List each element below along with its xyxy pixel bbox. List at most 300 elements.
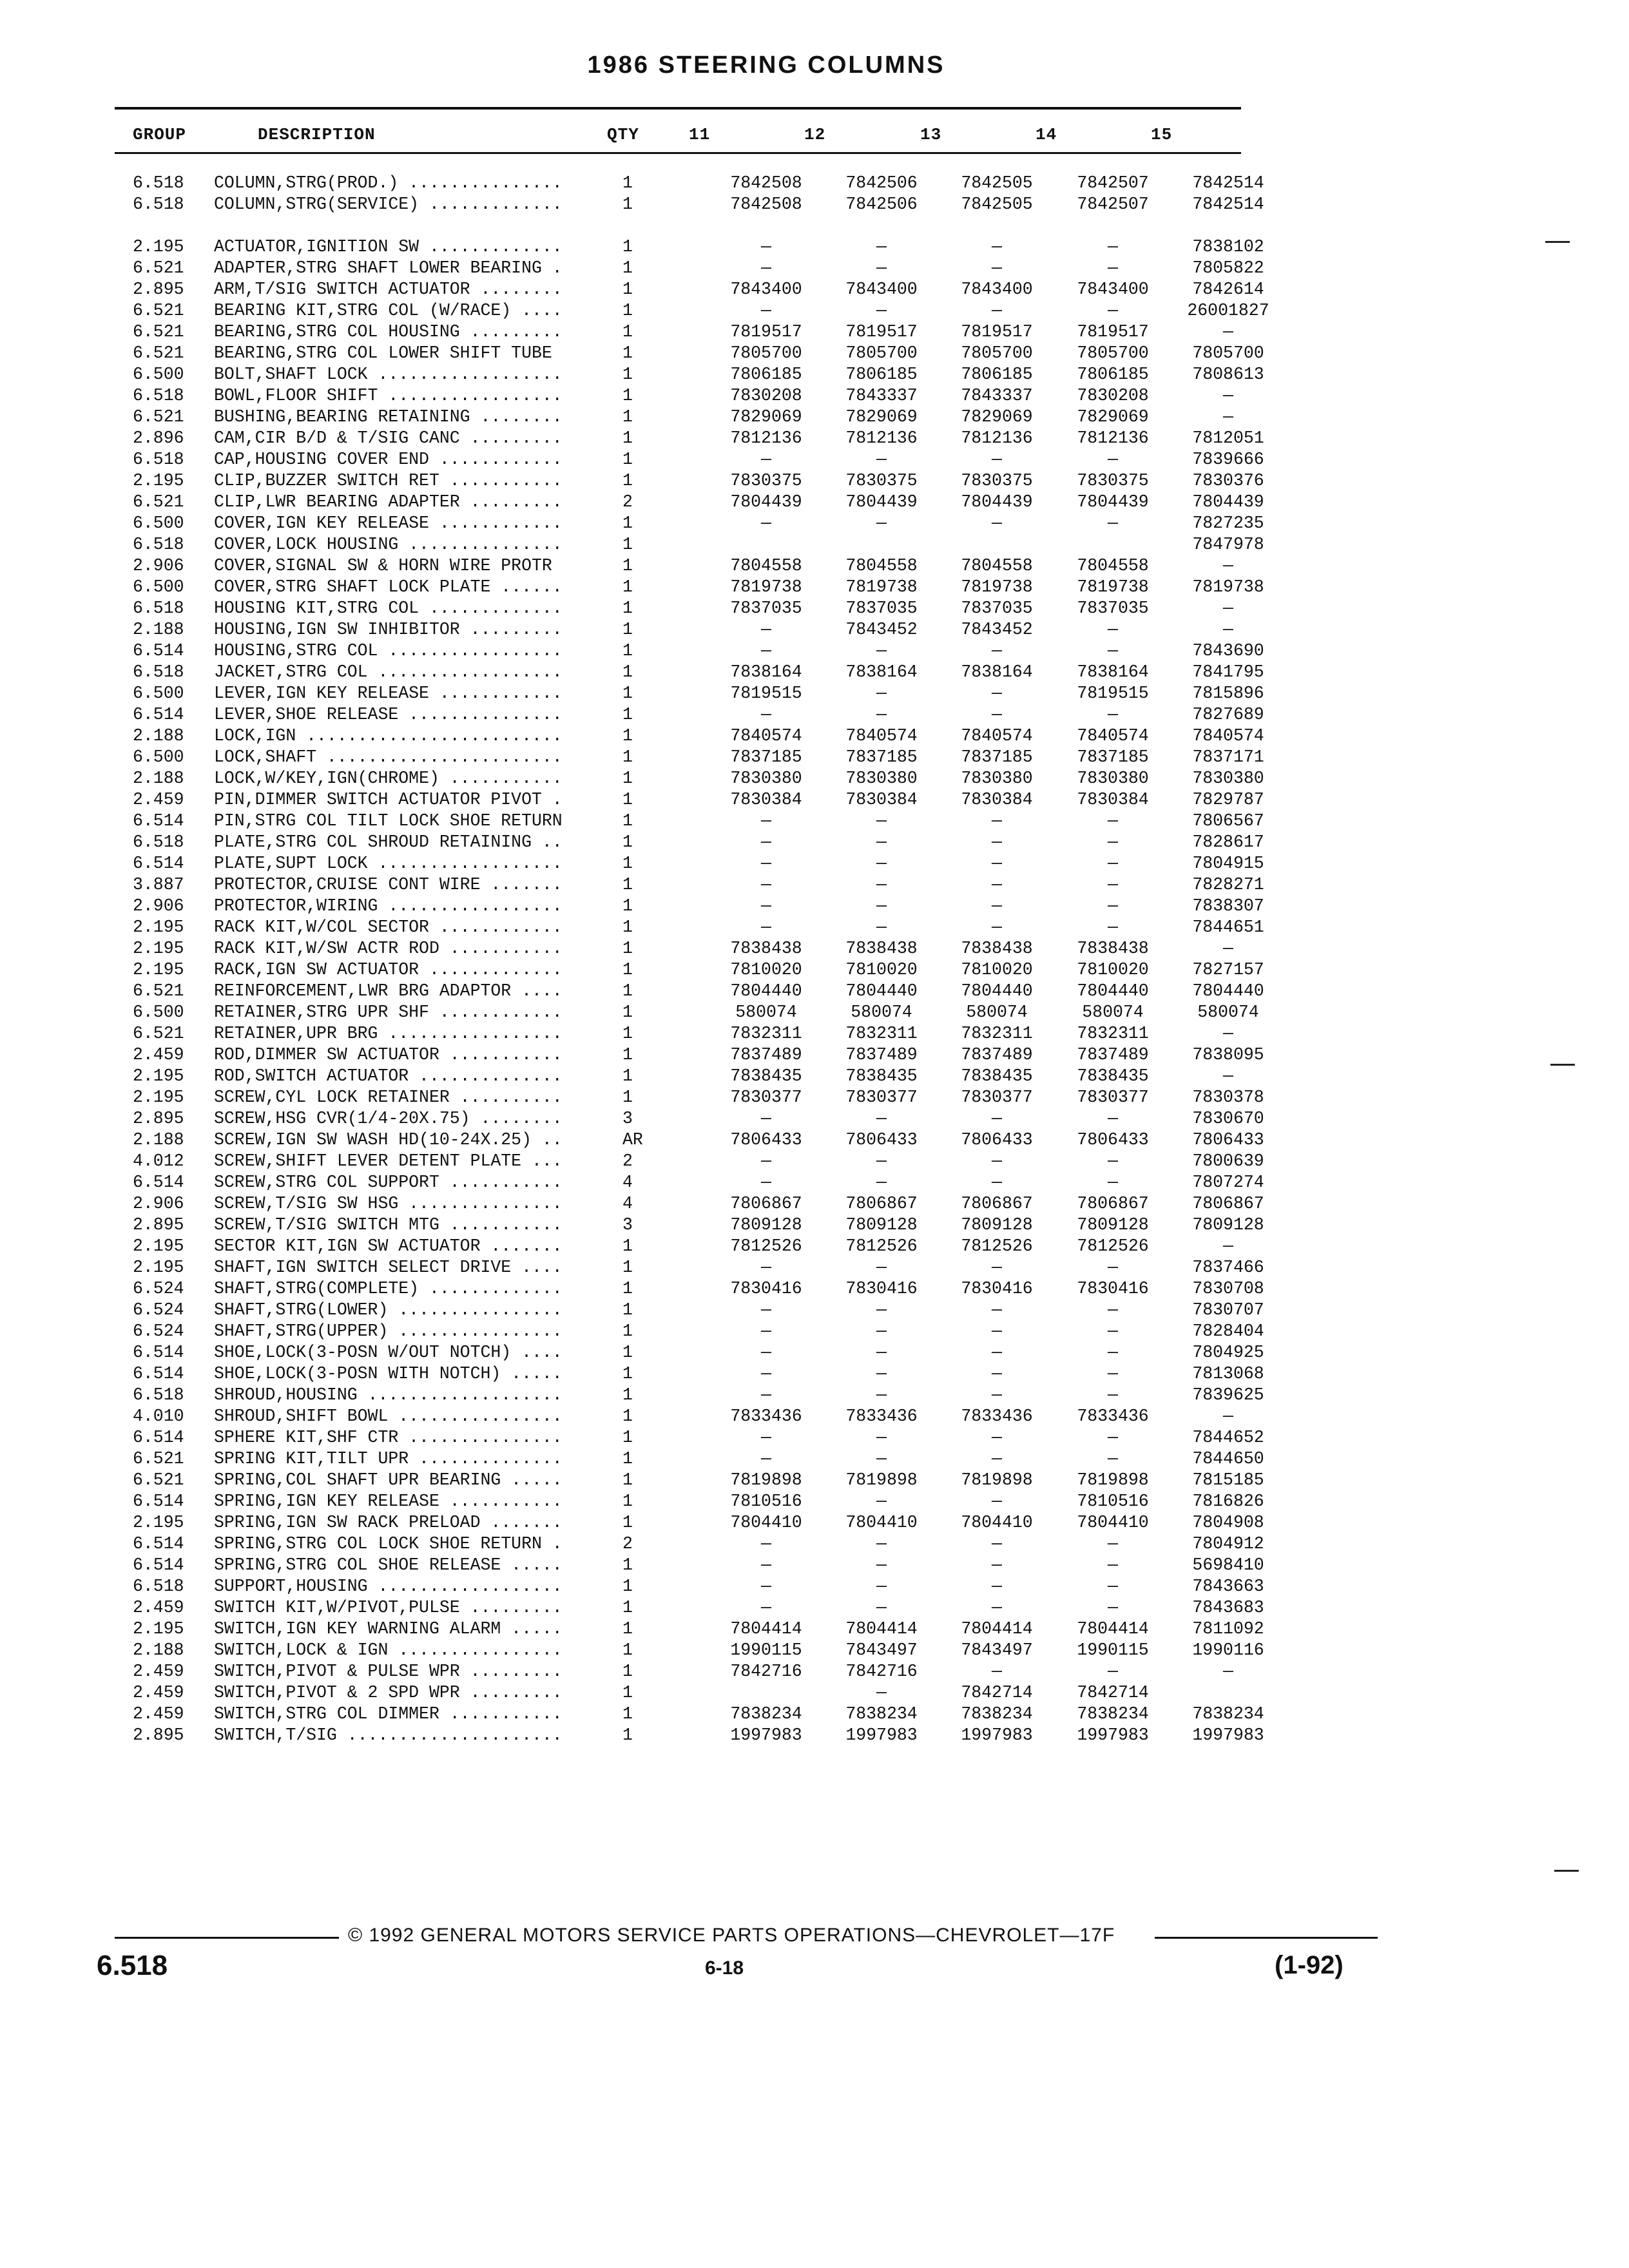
group-cell: 6.514 — [133, 1534, 184, 1553]
part-number-cell: 7805700 — [961, 343, 1033, 363]
qty-cell: 1 — [622, 1449, 633, 1468]
part-number-cell: — — [992, 1173, 1002, 1192]
table-row — [129, 1278, 1264, 1300]
table-row — [129, 1512, 1264, 1533]
table-row — [129, 662, 1264, 683]
qty-cell: 1 — [622, 1364, 633, 1383]
table-row — [129, 279, 1264, 300]
table-row — [129, 704, 1264, 726]
part-number-cell: — — [1108, 301, 1118, 320]
group-cell: 2.195 — [133, 471, 184, 490]
part-number-cell: — — [876, 896, 887, 916]
part-number-cell: 7819517 — [1077, 322, 1149, 341]
table-row — [129, 1002, 1259, 1023]
part-number-cell: 7807274 — [1192, 1173, 1264, 1192]
part-number-cell: — — [1108, 875, 1118, 894]
table-row — [129, 1640, 1264, 1661]
description-cell: RACK,IGN SW ACTUATOR ............. — [214, 960, 563, 979]
part-number-cell: — — [876, 832, 887, 852]
part-number-cell: — — [876, 1385, 887, 1405]
part-number-cell: — — [992, 811, 1002, 831]
part-number-cell: — — [876, 918, 887, 937]
table-row — [129, 428, 1264, 449]
part-number-cell: 7811092 — [1192, 1619, 1264, 1639]
part-number-cell: 7830378 — [1192, 1088, 1264, 1107]
qty-cell: 1 — [622, 1492, 633, 1511]
part-number-cell: — — [992, 896, 1002, 916]
qty-cell: 1 — [622, 981, 633, 1001]
group-cell: 4.010 — [133, 1407, 184, 1426]
part-number-cell: 7842507 — [1077, 173, 1149, 193]
part-number-cell: 7839666 — [1192, 450, 1264, 469]
qty-cell: 1 — [622, 365, 633, 384]
part-number-cell: 7812526 — [845, 1236, 918, 1256]
qty-cell: AR — [622, 1130, 643, 1149]
group-cell: 6.514 — [133, 811, 184, 831]
qty-cell: 1 — [622, 1088, 633, 1107]
part-number-cell: 7837185 — [845, 747, 918, 767]
header-col-11: 11 — [689, 125, 711, 144]
part-number-cell: 7838438 — [845, 939, 918, 958]
qty-cell: 1 — [622, 939, 633, 958]
part-number-cell: — — [992, 832, 1002, 852]
description-cell: SWITCH,PIVOT & PULSE WPR ......... — [214, 1662, 563, 1681]
description-cell: RETAINER,STRG UPR SHF ............ — [214, 1003, 563, 1022]
parts-table — [129, 173, 1269, 1746]
part-number-cell: 7837466 — [1192, 1258, 1264, 1277]
part-number-cell: 7843683 — [1192, 1598, 1264, 1617]
table-row — [129, 896, 1264, 917]
description-cell: SHOE,LOCK(3-POSN W/OUT NOTCH) .... — [214, 1343, 563, 1362]
part-number-cell: 7837035 — [961, 599, 1033, 618]
description-cell: SCREW,CYL LOCK RETAINER .......... — [214, 1088, 563, 1107]
group-cell: 6.500 — [133, 1003, 184, 1022]
part-number-cell: 7809128 — [1192, 1215, 1264, 1235]
qty-cell: 1 — [622, 684, 633, 703]
part-number-cell: 7804912 — [1192, 1534, 1264, 1553]
part-number-cell: 7810020 — [730, 960, 802, 979]
part-number-cell: — — [1108, 1109, 1118, 1128]
part-number-cell: — — [876, 1321, 887, 1341]
table-row — [129, 1236, 1250, 1257]
part-number-cell: 7809128 — [1077, 1215, 1149, 1235]
group-cell: 6.521 — [133, 1449, 184, 1468]
part-number-cell: — — [1108, 620, 1118, 639]
part-number-cell: — — [761, 1577, 771, 1596]
part-number-cell: — — [761, 1151, 771, 1171]
part-number-cell: 7843663 — [1192, 1577, 1264, 1596]
group-cell: 6.514 — [133, 1428, 184, 1447]
table-row — [129, 1448, 1264, 1470]
group-cell: 6.518 — [133, 662, 184, 682]
part-number-cell: 7812136 — [961, 428, 1033, 448]
table-row — [129, 1491, 1264, 1512]
group-cell: 2.459 — [133, 1662, 184, 1681]
part-number-cell: 7804558 — [845, 556, 918, 575]
group-cell: 6.518 — [133, 1577, 184, 1596]
description-cell: CAP,HOUSING COVER END ............ — [214, 450, 563, 469]
footer-group-number: 6.518 — [97, 1950, 168, 1981]
table-row — [129, 1066, 1250, 1087]
part-number-cell: — — [1223, 556, 1233, 575]
part-number-cell: — — [992, 1321, 1002, 1341]
part-number-cell: — — [1223, 1407, 1233, 1426]
part-number-cell: 7805700 — [1192, 343, 1264, 363]
part-number-cell: 7815185 — [1192, 1470, 1264, 1490]
description-cell: SCREW,T/SIG SWITCH MTG ........... — [214, 1215, 563, 1235]
part-number-cell: 7812526 — [730, 1236, 802, 1256]
description-cell: SHOE,LOCK(3-POSN WITH NOTCH) ..... — [214, 1364, 563, 1383]
part-number-cell: — — [761, 1321, 771, 1341]
part-number-cell: — — [1108, 918, 1118, 937]
part-number-cell: — — [761, 641, 771, 660]
part-number-cell: 580074 — [1082, 1003, 1144, 1022]
table-row — [129, 959, 1264, 981]
part-number-cell: 7830208 — [730, 386, 802, 405]
part-number-cell: 7804410 — [845, 1513, 918, 1532]
table-row — [129, 1363, 1264, 1385]
qty-cell: 1 — [622, 428, 633, 448]
group-cell: 2.459 — [133, 790, 184, 809]
table-row — [129, 1661, 1250, 1682]
part-number-cell: 7829069 — [730, 407, 802, 427]
part-number-cell: 7838164 — [1077, 662, 1149, 682]
part-number-cell: 7804439 — [845, 492, 918, 512]
part-number-cell: — — [876, 514, 887, 533]
description-cell: SHAFT,IGN SWITCH SELECT DRIVE .... — [214, 1258, 563, 1277]
qty-cell: 1 — [622, 599, 633, 618]
group-cell: 2.188 — [133, 769, 184, 788]
part-number-cell: — — [992, 1492, 1002, 1511]
qty-cell: 1 — [622, 322, 633, 341]
description-cell: SPRING KIT,TILT UPR .............. — [214, 1449, 563, 1468]
part-number-cell: 7833436 — [730, 1407, 802, 1426]
part-number-cell: 7840574 — [961, 726, 1033, 745]
part-number-cell: 7842514 — [1192, 173, 1264, 193]
part-number-cell: 7830416 — [845, 1279, 918, 1298]
description-cell: CAM,CIR B/D & T/SIG CANC ......... — [214, 428, 563, 448]
description-cell: REINFORCEMENT,LWR BRG ADAPTOR .... — [214, 981, 563, 1001]
part-number-cell: — — [1108, 896, 1118, 916]
part-number-cell: — — [761, 514, 771, 533]
part-number-cell: — — [761, 1173, 771, 1192]
description-cell: SWITCH,STRG COL DIMMER ........... — [214, 1704, 563, 1724]
part-number-cell: — — [992, 237, 1002, 256]
group-cell: 4.012 — [133, 1151, 184, 1171]
part-number-cell: — — [761, 918, 771, 937]
description-cell: LEVER,IGN KEY RELEASE ............ — [214, 684, 563, 703]
part-number-cell: — — [992, 1534, 1002, 1553]
description-cell: LOCK,IGN ......................... — [214, 726, 563, 745]
group-cell: 2.906 — [133, 896, 184, 916]
qty-cell: 4 — [622, 1173, 633, 1192]
description-cell: SWITCH,IGN KEY WARNING ALARM ..... — [214, 1619, 563, 1639]
part-number-cell: — — [1223, 1662, 1233, 1681]
table-row — [129, 1619, 1264, 1640]
part-number-cell: — — [1108, 1577, 1118, 1596]
part-number-cell: 7830384 — [1077, 790, 1149, 809]
table-row — [129, 534, 1264, 555]
description-cell: SHAFT,STRG(COMPLETE) ............. — [214, 1279, 563, 1298]
part-number-cell: 7805822 — [1192, 258, 1264, 278]
qty-cell: 1 — [622, 195, 633, 214]
part-number-cell: — — [876, 450, 887, 469]
group-cell: 6.518 — [133, 1385, 184, 1405]
part-number-cell: — — [876, 1598, 887, 1617]
header-group: GROUP — [133, 125, 187, 144]
group-cell: 6.514 — [133, 1492, 184, 1511]
group-cell: 6.514 — [133, 1364, 184, 1383]
part-number-cell: 7837489 — [961, 1045, 1033, 1064]
part-number-cell: — — [992, 918, 1002, 937]
part-number-cell: — — [876, 1449, 887, 1468]
part-number-cell: — — [1108, 1321, 1118, 1341]
part-number-cell: — — [876, 1173, 887, 1192]
part-number-cell: 7838435 — [730, 1066, 802, 1086]
qty-cell: 1 — [622, 747, 633, 767]
part-number-cell: 7827235 — [1192, 514, 1264, 533]
part-number-cell: 7804414 — [961, 1619, 1033, 1639]
part-number-cell: — — [876, 1428, 887, 1447]
qty-cell: 1 — [622, 1300, 633, 1320]
part-number-cell: 7837489 — [730, 1045, 802, 1064]
description-cell: ACTUATOR,IGNITION SW ............. — [214, 237, 563, 256]
part-number-cell: — — [992, 301, 1002, 320]
part-number-cell: 7830375 — [961, 471, 1033, 490]
part-number-cell: 7806433 — [1077, 1130, 1149, 1149]
table-row — [129, 1172, 1264, 1193]
part-number-cell: 7816826 — [1192, 1492, 1264, 1511]
part-number-cell: 1997983 — [961, 1725, 1033, 1745]
group-cell: 2.906 — [133, 556, 184, 575]
group-cell: 6.514 — [133, 1173, 184, 1192]
part-number-cell: — — [876, 641, 887, 660]
part-number-cell: 7837489 — [845, 1045, 918, 1064]
part-number-cell: 7840574 — [1192, 726, 1264, 745]
part-number-cell: 7819738 — [1192, 577, 1264, 597]
part-number-cell: 7806867 — [845, 1194, 918, 1213]
part-number-cell: — — [876, 811, 887, 831]
description-cell: PROTECTOR,CRUISE CONT WIRE ....... — [214, 875, 563, 894]
part-number-cell: — — [992, 875, 1002, 894]
part-number-cell: 7830208 — [1077, 386, 1149, 405]
table-row — [129, 619, 1250, 640]
part-number-cell: 7844651 — [1192, 918, 1264, 937]
group-cell: 6.518 — [133, 535, 184, 554]
part-number-cell: 7843337 — [961, 386, 1033, 405]
group-cell: 6.518 — [133, 386, 184, 405]
part-number-cell: 7806567 — [1192, 811, 1264, 831]
title-rule — [115, 107, 1241, 110]
group-cell: 6.521 — [133, 301, 184, 320]
part-number-cell: — — [992, 1428, 1002, 1447]
part-number-cell: 7804410 — [961, 1513, 1033, 1532]
qty-cell: 1 — [622, 1258, 633, 1277]
footer-page-number: 6-18 — [705, 1957, 744, 1979]
qty-cell: 1 — [622, 386, 633, 405]
part-number-cell: 7819517 — [845, 322, 918, 341]
group-cell: 6.518 — [133, 599, 184, 618]
group-cell: 6.521 — [133, 343, 184, 363]
part-number-cell: — — [992, 1109, 1002, 1128]
part-number-cell: — — [1223, 599, 1233, 618]
part-number-cell: 7812136 — [730, 428, 802, 448]
part-number-cell: — — [761, 237, 771, 256]
part-number-cell: 7812526 — [961, 1236, 1033, 1256]
part-number-cell: 7829069 — [845, 407, 918, 427]
part-number-cell: 580074 — [1197, 1003, 1259, 1022]
qty-cell: 1 — [622, 790, 633, 809]
part-number-cell: 7804439 — [961, 492, 1033, 512]
qty-cell: 1 — [622, 535, 633, 554]
description-cell: CLIP,LWR BEARING ADAPTER ......... — [214, 492, 563, 512]
description-cell: HOUSING,STRG COL ................. — [214, 641, 563, 660]
part-number-cell: 7806185 — [730, 365, 802, 384]
table-row — [129, 981, 1264, 1002]
description-cell: BEARING,STRG COL LOWER SHIFT TUBE — [214, 343, 552, 363]
part-number-cell: 7843400 — [730, 280, 802, 299]
group-cell: 2.459 — [133, 1045, 184, 1064]
table-row — [129, 258, 1264, 279]
part-number-cell: 7842716 — [730, 1662, 802, 1681]
part-number-cell: 7830708 — [1192, 1279, 1264, 1298]
part-number-cell: — — [876, 258, 887, 278]
table-row — [129, 194, 1264, 215]
qty-cell: 1 — [622, 1321, 633, 1341]
description-cell: BEARING,STRG COL HOUSING ......... — [214, 322, 563, 341]
part-number-cell: — — [1108, 1449, 1118, 1468]
qty-cell: 1 — [622, 811, 633, 831]
part-number-cell: 7829069 — [1077, 407, 1149, 427]
group-cell: 6.524 — [133, 1279, 184, 1298]
part-number-cell: 7842506 — [845, 195, 918, 214]
table-row — [129, 1725, 1264, 1746]
part-number-cell: 1990115 — [730, 1640, 802, 1660]
part-number-cell: 7812051 — [1192, 428, 1264, 448]
description-cell: CLIP,BUZZER SWITCH RET ........... — [214, 471, 563, 490]
part-number-cell: 7843497 — [961, 1640, 1033, 1660]
table-row — [129, 1385, 1264, 1406]
part-number-cell: 580074 — [966, 1003, 1028, 1022]
part-number-cell: 7837185 — [730, 747, 802, 767]
part-number-cell: 7842505 — [961, 195, 1033, 214]
part-number-cell: 7833436 — [961, 1407, 1033, 1426]
part-number-cell: — — [761, 1300, 771, 1320]
description-cell: PIN,STRG COL TILT LOCK SHOE RETURN — [214, 811, 563, 831]
group-cell: 2.195 — [133, 918, 184, 937]
qty-cell: 1 — [622, 1236, 633, 1256]
page-title: 1986 STEERING COLUMNS — [587, 52, 945, 79]
part-number-cell: 7830416 — [730, 1279, 802, 1298]
qty-cell: 1 — [622, 343, 633, 363]
part-number-cell: 7830377 — [1077, 1088, 1149, 1107]
group-cell: 2.188 — [133, 1640, 184, 1660]
table-row — [129, 1044, 1264, 1066]
part-number-cell: 580074 — [735, 1003, 797, 1022]
part-number-cell: 7830375 — [1077, 471, 1149, 490]
part-number-cell: 7815896 — [1192, 684, 1264, 703]
part-number-cell: — — [876, 1343, 887, 1362]
part-number-cell: — — [1108, 832, 1118, 852]
part-number-cell: 7828271 — [1192, 875, 1264, 894]
description-cell: JACKET,STRG COL .................. — [214, 662, 563, 682]
part-number-cell: 7806433 — [845, 1130, 918, 1149]
part-number-cell: — — [761, 832, 771, 852]
qty-cell: 1 — [622, 1640, 633, 1660]
part-number-cell: — — [992, 1449, 1002, 1468]
part-number-cell: 7840574 — [730, 726, 802, 745]
description-cell: LOCK,SHAFT ....................... — [214, 747, 563, 767]
part-number-cell: 1997983 — [1077, 1725, 1149, 1745]
part-number-cell: — — [876, 1492, 887, 1511]
qty-cell: 2 — [622, 1534, 633, 1553]
group-cell: 6.514 — [133, 854, 184, 873]
description-cell: SHAFT,STRG(UPPER) ................ — [214, 1321, 563, 1341]
qty-cell: 1 — [622, 1385, 633, 1405]
part-number-cell: 7830377 — [730, 1088, 802, 1107]
part-number-cell: 7844650 — [1192, 1449, 1264, 1468]
part-number-cell: — — [761, 1534, 771, 1553]
part-number-cell: — — [992, 854, 1002, 873]
part-number-cell: 7844652 — [1192, 1428, 1264, 1447]
description-cell: SECTOR KIT,IGN SW ACTUATOR ....... — [214, 1236, 563, 1256]
group-cell: 6.521 — [133, 1024, 184, 1043]
part-number-cell: — — [761, 1364, 771, 1383]
part-number-cell: 7838234 — [1077, 1704, 1149, 1724]
description-cell: SHROUD,SHIFT BOWL ................ — [214, 1407, 563, 1426]
part-number-cell: 7804440 — [1192, 981, 1264, 1001]
part-number-cell: — — [1108, 1173, 1118, 1192]
group-cell: 2.895 — [133, 1215, 184, 1235]
part-number-cell: — — [1108, 1662, 1118, 1681]
part-number-cell: 7800639 — [1192, 1151, 1264, 1171]
part-number-cell: — — [992, 1598, 1002, 1617]
description-cell: SWITCH KIT,W/PIVOT,PULSE ......... — [214, 1598, 563, 1617]
qty-cell: 1 — [622, 577, 633, 597]
group-cell: 2.895 — [133, 1109, 184, 1128]
part-number-cell: 7843400 — [1077, 280, 1149, 299]
part-number-cell: — — [761, 811, 771, 831]
table-row — [129, 1023, 1250, 1044]
qty-cell: 1 — [622, 1619, 633, 1639]
table-row — [129, 364, 1264, 385]
part-number-cell: 7828404 — [1192, 1321, 1264, 1341]
part-number-cell: — — [992, 258, 1002, 278]
group-cell: 6.521 — [133, 407, 184, 427]
part-number-cell: 7838438 — [1077, 939, 1149, 958]
table-row — [129, 470, 1264, 492]
table-row — [129, 747, 1264, 768]
description-cell: SHROUD,HOUSING ................... — [214, 1385, 563, 1405]
part-number-cell: 7830384 — [730, 790, 802, 809]
table-row — [129, 874, 1264, 896]
part-number-cell: 7838102 — [1192, 237, 1264, 256]
part-number-cell: 7830380 — [1077, 769, 1149, 788]
part-number-cell: — — [876, 1258, 887, 1277]
qty-cell: 1 — [622, 726, 633, 745]
part-number-cell: 7843452 — [845, 620, 918, 639]
part-number-cell: 7842507 — [1077, 195, 1149, 214]
part-number-cell: 7806433 — [961, 1130, 1033, 1149]
table-row — [129, 1682, 1250, 1704]
part-number-cell: — — [992, 1364, 1002, 1383]
part-number-cell: — — [761, 1258, 771, 1277]
table-row — [129, 683, 1264, 704]
description-cell: SPHERE KIT,SHF CTR ............... — [214, 1428, 563, 1447]
group-cell: 2.195 — [133, 960, 184, 979]
part-number-cell: — — [876, 301, 887, 320]
table-row — [129, 173, 1264, 194]
